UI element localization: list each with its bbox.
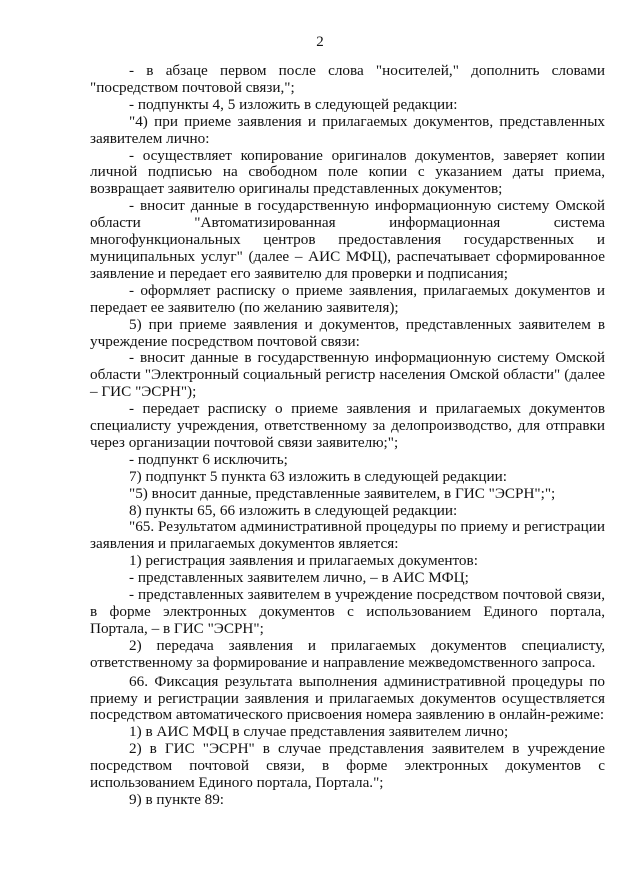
paragraph: 7) подпункт 5 пункта 63 изложить в следующей редакции: [129,467,508,485]
paragraph: "65. Результатом административной процедуры по приему и регистрации заявления и прилагаемых документов является: [90,518,605,553]
paragraph: - подпункт 6 исключить; [129,450,288,468]
paragraph: 2) передача заявления и прилагаемых документов специалисту, ответственному за формирование и направление межведомственного запроса. [90,636,605,671]
paragraph: 5) при приеме заявления и документов, представленных заявителем в учреждение посредством почтовой связи: [90,315,605,350]
paragraph: "4) при приеме заявления и прилагаемых документов, представленных заявителем лично: [90,112,605,147]
paragraph: 2) в ГИС "ЭСРН" в случае представления заявителем в учреждение посредством почтовой связи, в форме электронных документов с использованием Единого портала, Портала."; [90,740,605,792]
paragraph: - представленных заявителем лично, – в АИС МФЦ; [129,569,469,587]
paragraph: 8) пункты 65, 66 изложить в следующей редакции: [129,501,458,519]
paragraph: - подпункты 4, 5 изложить в следующей редакции: [129,95,458,113]
paragraph: - представленных заявителем в учреждение посредством почтовой связи, в форме электронных документов с использованием Единого портала, Портала, – в ГИС "ЭСРН"; [90,586,605,637]
paragraph: "5) вносит данные, представленные заявителем, в ГИС "ЭСРН";"; [129,484,556,502]
paragraph: 1) в АИС МФЦ в случае представления заявителем лично; [129,723,509,741]
paragraph: - осуществляет копирование оригиналов документов, заверяет копии личной подписью на свободном поле копии с указанием даты приема, возвращает заявителю оригиналы представленных документов; [90,146,605,198]
paragraph: - вносит данные в государственную информационную систему Омской области "Автоматизированная информационная система многофункциональных центров предоставления государственных и муниципальных услуг" (далее – АИС МФЦ), распечатывает сформированное заявление и передает его заявителю для проверки и подписания; [90,197,605,282]
paragraph: 1) регистрация заявления и прилагаемых документов: [129,552,478,570]
document-body [90,63,605,809]
paragraph: - передает расписку о приеме заявления и прилагаемых документов специалисту учреждения, ответственному за делопроизводство, для отправки через организации почтовой связи заявителю;"; [90,400,605,451]
paragraph: - в абзаце первом после слова "носителей," дополнить словами "посредством почтовой связи,"; [90,62,605,96]
paragraph: - вносит данные в государственную информационную систему Омской области "Электронный социальный регистр населения Омской области" (далее – ГИС "ЭСРН"); [90,349,605,401]
paragraph: 9) в пункте 89: [129,790,225,808]
paragraph: 66. Фиксация результата выполнения административной процедуры по приему и регистрации заявления и прилагаемых документов осуществляется посредством автоматического присвоения номера заявлению в онлайн-режиме: [90,672,605,724]
page-number: 2 [316,34,324,50]
paragraph: - оформляет расписку о приеме заявления, прилагаемых документов и передает ее заявителю (по желанию заявителя); [90,281,605,316]
